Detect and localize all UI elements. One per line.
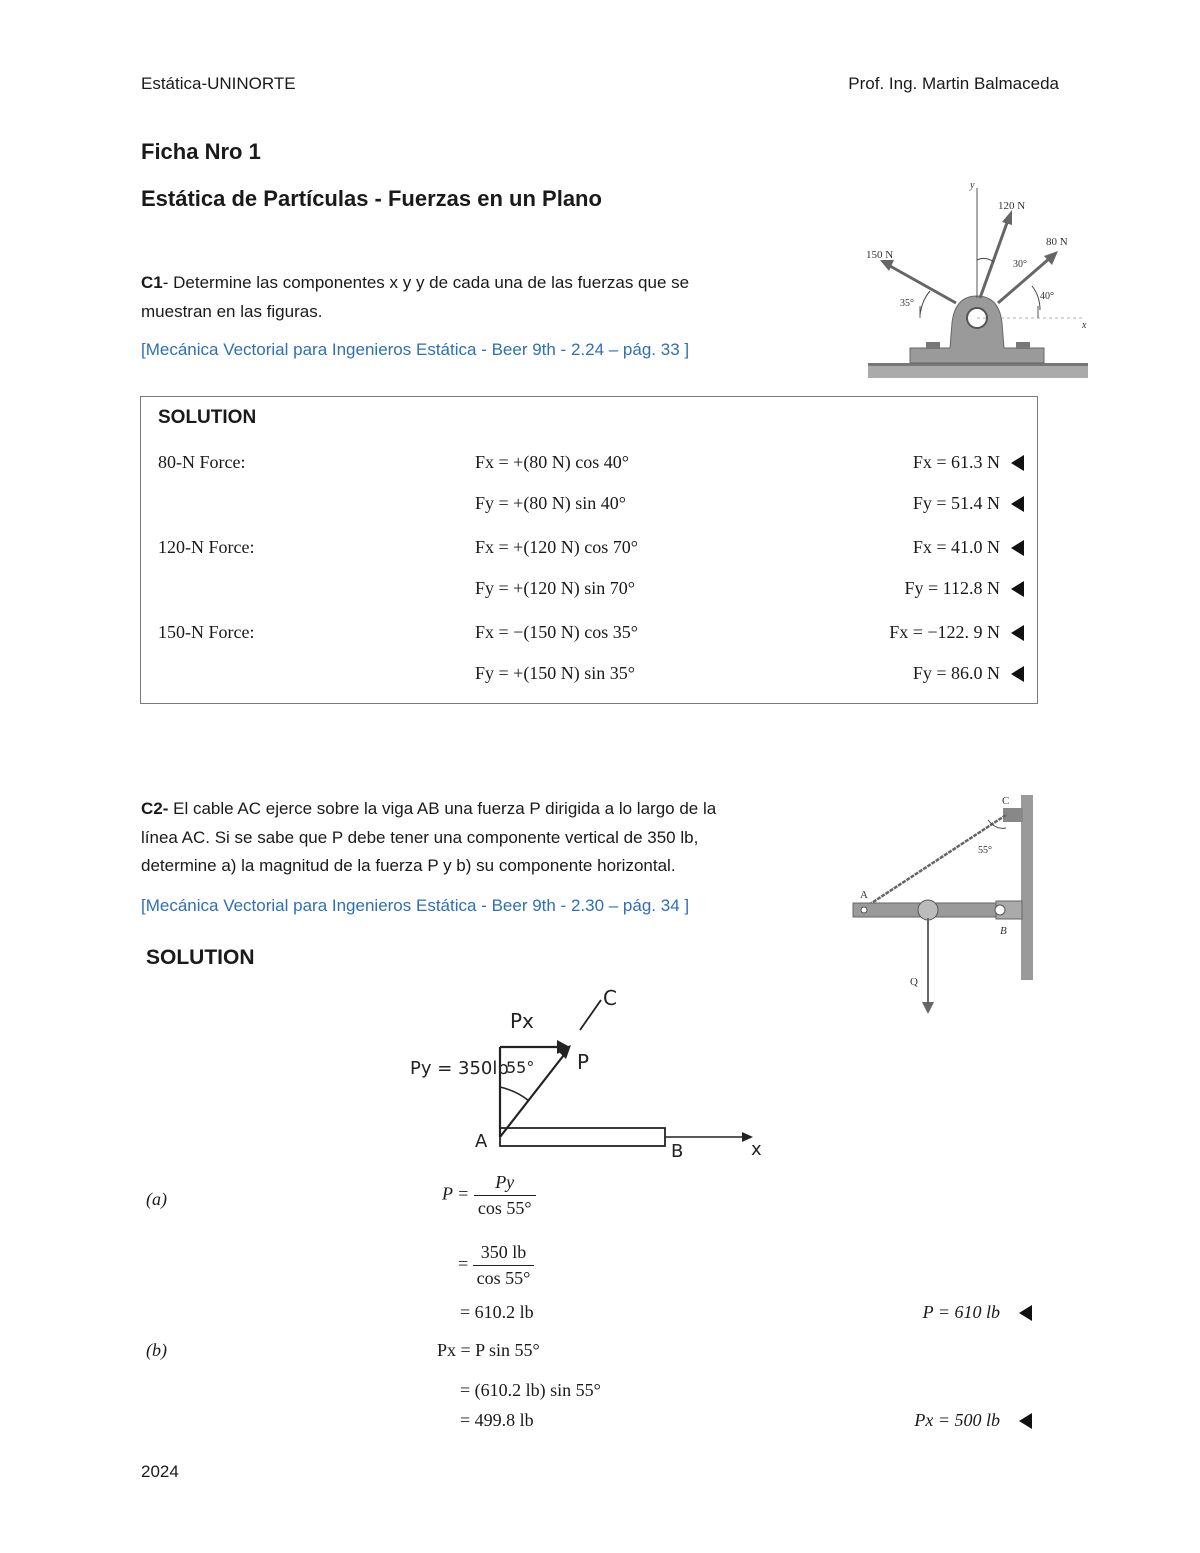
bracket [910, 296, 1044, 363]
part-a-line1 [442, 1172, 536, 1219]
row-result: Fx = 61.3 N [912, 452, 1000, 472]
fig-label-q: Q [910, 976, 918, 988]
sketch-c: C [603, 986, 617, 1010]
label-150n: 150 N [866, 249, 894, 261]
row-equation: Fy = +(120 N) sin 70° [475, 578, 636, 598]
part-a-result: P = 610 lb [922, 1302, 1000, 1322]
wall [1021, 795, 1033, 980]
row-equation: Fx = +(80 N) cos 40° [475, 452, 629, 472]
row-equation: Fx = −(150 N) cos 35° [475, 622, 638, 642]
fraction: $\frac{350 lb}{\cos 55^\circ}$ [473, 1242, 535, 1289]
pulley [918, 900, 938, 920]
fig-x-label: x [1082, 320, 1087, 331]
label-120n: 120 N [998, 200, 1026, 212]
page-title: Ficha Nro 1 [141, 139, 261, 164]
fig-label-b: B [1000, 925, 1007, 937]
row-result: Fy = 112.8 N [904, 578, 1000, 598]
c1-label: C1 [141, 273, 163, 292]
fig-angle-55: 55° [978, 845, 992, 856]
sketch-p: P [577, 1050, 590, 1074]
angle-40: 40° [1040, 291, 1054, 302]
c1-reference: [Mecánica Vectorial para Ingenieros Estática - Beer 9th - 2.24 – pág. 33 ] [141, 340, 690, 359]
c2-beam-figure [848, 790, 1038, 1015]
force-120n-arrow [980, 220, 1008, 298]
part-b-result: Px = 500 lb [914, 1410, 1000, 1430]
c2-solution-title: SOLUTION [146, 946, 255, 969]
c2-statement [141, 795, 811, 881]
part-b-line2: = (610.2 lb) sin 55° [460, 1380, 601, 1400]
c1-text-line2: muestran en las figuras. [141, 301, 323, 321]
row-result: Fx = −122. 9 N [889, 622, 1000, 642]
sketch-angle: 55° [506, 1058, 535, 1077]
result-marker-icon [1003, 540, 1024, 559]
result-marker-icon [1003, 581, 1024, 600]
label-80n: 80 N [1046, 236, 1068, 248]
part-b-line3: = 499.8 lb [460, 1410, 534, 1430]
sketch-x: x [751, 1139, 762, 1160]
page-subtitle: Estática de Partículas - Fuerzas en un Plano [141, 186, 602, 211]
result-marker-icon [1003, 666, 1024, 685]
angle-35: 35° [900, 298, 914, 309]
angle-30: 30° [1013, 259, 1027, 270]
result-marker-icon [1003, 496, 1024, 515]
row-equation: Fy = +(150 N) sin 35° [475, 663, 636, 683]
c1-statement [141, 269, 821, 326]
row-result: Fy = 51.4 N [912, 493, 1000, 513]
fig-label-c: C [1002, 795, 1010, 807]
c1-force-figure [860, 178, 1090, 380]
row-equation: Fx = +(120 N) cos 70° [475, 537, 638, 557]
sketch-b: B [671, 1141, 684, 1160]
fig-y-label: y [970, 180, 975, 191]
row-label: 80-N Force: [158, 452, 246, 472]
result-marker-icon [1003, 455, 1024, 474]
part-a-line2: = $\frac{350 lb}{\cos 55^\circ}$ [458, 1242, 534, 1289]
row-label: 120-N Force: [158, 537, 255, 557]
header-right: Prof. Ing. Martin Balmaceda [848, 74, 1059, 93]
c2-sketch [405, 985, 775, 1160]
result-marker-icon [1003, 625, 1024, 644]
result-marker-icon [1011, 1413, 1032, 1432]
row-result: Fy = 86.0 N [912, 663, 1000, 683]
sketch-py: Py = 350lb [410, 1058, 509, 1079]
c2-text-line2: línea AC. Si se sabe que P debe tener una componente vertical de 350 lb, [141, 827, 699, 847]
sketch-px: Px [510, 1009, 534, 1033]
cable-ac [864, 815, 1006, 908]
fig-label-a: A [860, 889, 868, 901]
fraction: $\frac{Py}{\cos 55^\circ}$ [474, 1172, 536, 1219]
c2-label: C2- [141, 799, 169, 818]
header-left: Estática-UNINORTE [141, 74, 296, 93]
part-a-label: (a) [146, 1189, 167, 1209]
sketch-a: A [475, 1131, 488, 1152]
row-result: Fx = 41.0 N [912, 537, 1000, 557]
c1-text-line1: - Determine las componentes x y y de cada una de las fuerzas que se [162, 273, 690, 292]
part-b-label: (b) [146, 1340, 167, 1360]
row-equation: Fy = +(80 N) sin 40° [475, 493, 627, 513]
footer-year: 2024 [141, 1462, 179, 1481]
sketch-beam [500, 1128, 665, 1146]
part-a-lhs: P = [442, 1183, 470, 1204]
part-b-line1: Px = P sin 55° [437, 1340, 540, 1360]
c2-reference: [Mecánica Vectorial para Ingenieros Estática - Beer 9th - 2.30 – pág. 34 ] [141, 896, 690, 915]
part-a-line3: = 610.2 lb [460, 1302, 534, 1322]
c2-text-line1: El cable AC ejerce sobre la viga AB una fuerza P dirigida a lo largo de la [168, 799, 717, 818]
c2-text-line3: determine a) la magnitud de la fuerza P y b) su componente horizontal. [141, 856, 676, 875]
result-marker-icon [1011, 1305, 1032, 1324]
c1-solution-title: SOLUTION [158, 407, 257, 428]
row-label: 150-N Force: [158, 622, 255, 642]
